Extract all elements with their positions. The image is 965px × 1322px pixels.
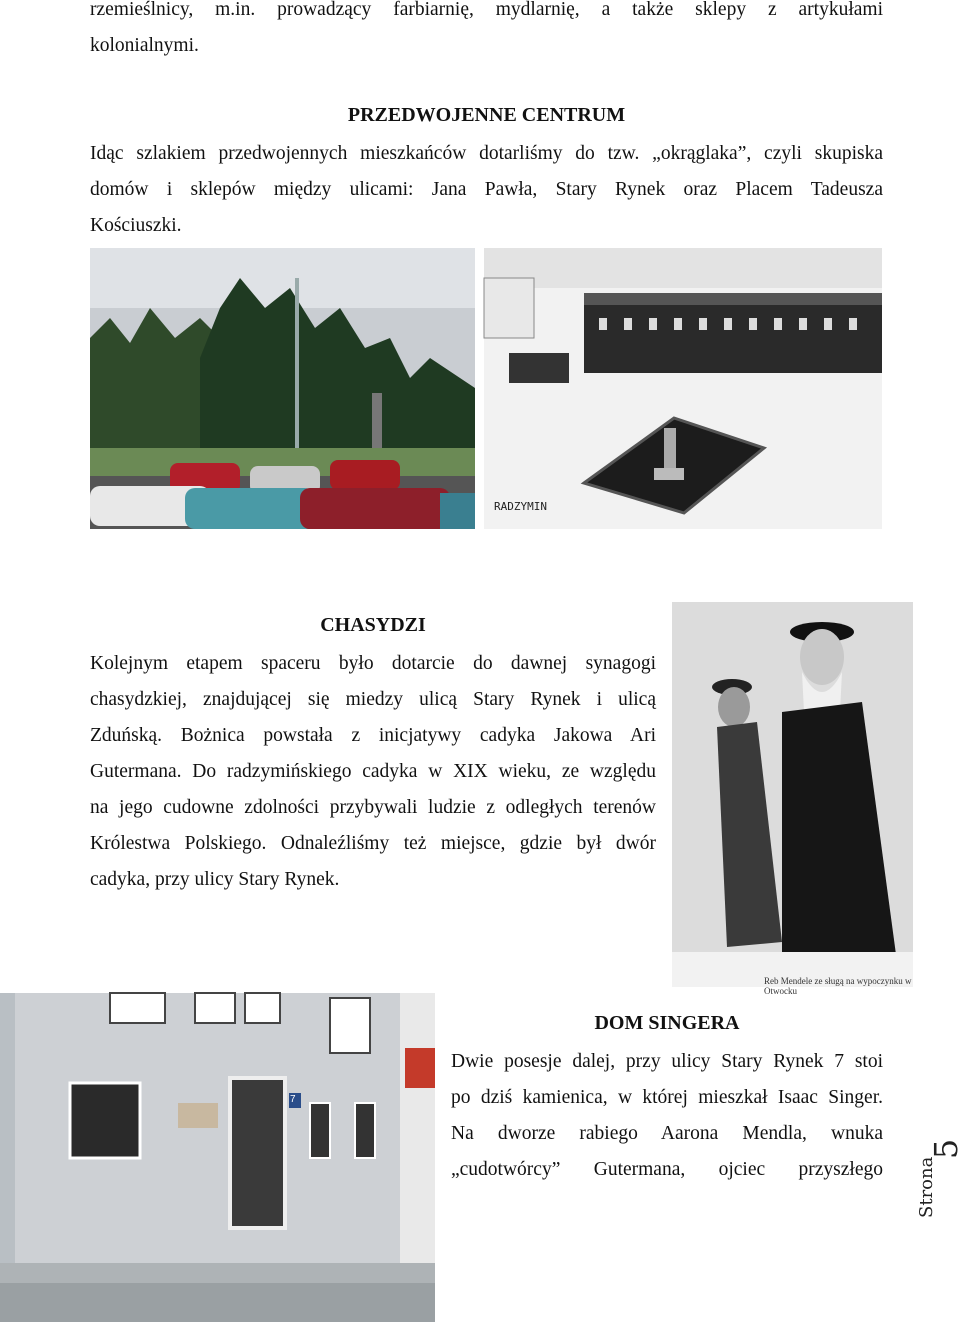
section3-line-1: Dwie posesje dalej, przy ulicy Stary Rynek 7 stoi xyxy=(451,1051,883,1072)
section2-line-5: na jego cudowne zdolności przybywali ludzie z odległych terenów xyxy=(90,797,656,818)
intro-line-2: kolonialnymi. xyxy=(90,35,199,56)
section2-line-3: Zduńską. Bożnica powstała z inicjatywy cadyka Jakowa Ari xyxy=(90,725,656,746)
section3-line-4: „cudotwórcy” Gutermana, ojciec przyszłego xyxy=(451,1159,883,1180)
historic-square-photo xyxy=(484,248,882,529)
section2-line-4: Gutermana. Do radzymińskiego cadyka w XIX wieku, ze względu xyxy=(90,761,656,782)
page-number: 5 xyxy=(927,1138,965,1160)
section-heading-chasydzi: CHASYDZI xyxy=(320,614,426,636)
section-heading-dom-singera: DOM SINGERA xyxy=(594,1012,740,1034)
hasidic-men-photo xyxy=(672,602,913,996)
section2-line-1: Kolejnym etapem spaceru było dotarcie do dawnej synagogi xyxy=(90,653,656,674)
section2-line-7: cadyka, przy ulicy Stary Rynek. xyxy=(90,869,340,890)
house-number-sign: 7 xyxy=(290,1094,296,1105)
section-heading-przedwojenne: PRZEDWOJENNE CENTRUM xyxy=(347,104,626,126)
photo-caption: Reb Mendele ze sługą na wypoczynku w Otwocku xyxy=(764,976,912,996)
section3-line-3: Na dworze rabiego Aarona Mendla, wnuka xyxy=(451,1123,883,1144)
intro-line-1: rzemieślnicy, m.in. prowadzący farbiarnię, mydlarnię, a także sklepy z artykułami xyxy=(90,0,883,20)
section1-line-2: domów i sklepów między ulicami: Jana Pawła, Stary Rynek oraz Placem Tadeusza xyxy=(90,179,883,200)
singer-house-photo xyxy=(0,993,435,1322)
section1-line-1: Idąc szlakiem przedwojennych mieszkańców dotarliśmy do tzw. „okrąglaka”, czyli skupiska xyxy=(90,143,883,164)
section2-line-2: chasydzkiej, znajdującej się miedzy ulicą Stary Rynek i ulicą xyxy=(90,689,656,710)
section3-line-2: po dziś kamienica, w której mieszkał Isaac Singer. xyxy=(451,1087,883,1108)
section1-line-3: Kościuszki. xyxy=(90,215,182,236)
section2-line-6: Królestwa Polskiego. Odnaleźliśmy też miejsce, gdzie był dwór xyxy=(90,833,656,854)
page-number-label xyxy=(910,1130,965,1220)
page-word: Strona xyxy=(916,1156,937,1218)
photo-sign: RADZYMIN xyxy=(494,500,547,513)
street-photo-cars xyxy=(90,248,475,529)
